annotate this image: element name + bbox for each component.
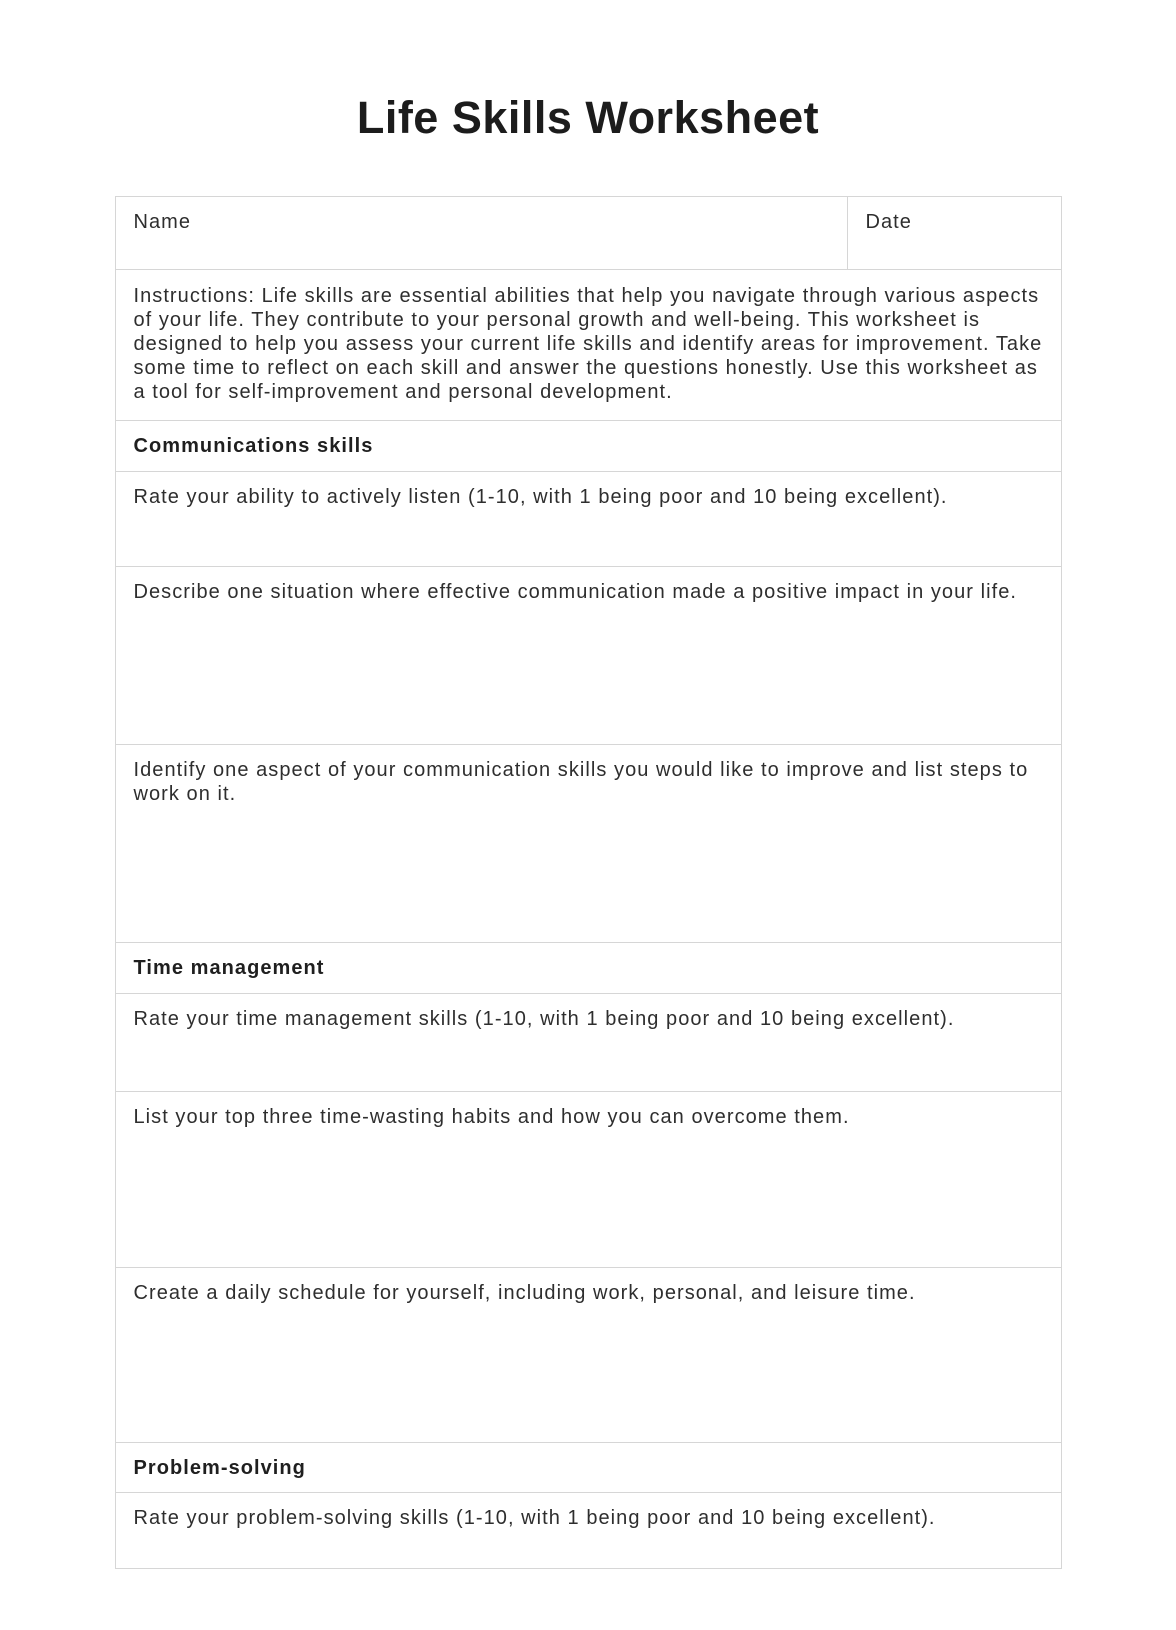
date-field[interactable] (848, 197, 1061, 269)
instructions-text: Instructions: Life skills are essential abilities that help you navigate through various aspects of your life. They contribute to your personal growth and well-being. This worksheet is designed to help you assess your current life skills and identify areas for improvement. Take some time to reflect on each skill and answer the questions honestly. Use this worksheet as a tool for self-improvement and personal development. (133, 285, 1043, 403)
answer-area[interactable] (116, 604, 1061, 744)
question-text: Create a daily schedule for yourself, including work, personal, and leisure time. (133, 1282, 916, 1304)
name-field[interactable] (116, 197, 848, 269)
answer-area[interactable] (116, 1530, 1061, 1568)
question-text: Rate your problem-solving skills (1-10, with 1 being poor and 10 being excellent). (133, 1507, 936, 1529)
name-label: Name (133, 211, 192, 233)
section-header-time-management (116, 943, 1061, 994)
answer-area[interactable] (116, 1305, 1061, 1442)
section-title: Communications skills (133, 435, 374, 457)
answer-area[interactable] (116, 1129, 1061, 1267)
question-text: Describe one situation where effective communication made a positive impact in your life. (133, 581, 1017, 603)
instructions-row (116, 270, 1061, 421)
question-text: Rate your ability to actively listen (1-10, with 1 being poor and 10 being excellent). (133, 486, 948, 508)
section-title: Problem-solving (133, 1456, 306, 1479)
question-row (116, 745, 1061, 943)
question-text: Rate your time management skills (1-10, with 1 being poor and 10 being excellent). (133, 1008, 955, 1030)
question-text: Identify one aspect of your communication skills you would like to improve and list steps to work on it. (133, 759, 1029, 805)
section-title: Time management (133, 957, 325, 979)
answer-area[interactable] (116, 509, 1061, 566)
section-header-communications-skills (116, 421, 1061, 472)
question-row (116, 1092, 1061, 1268)
question-row (116, 1493, 1061, 1568)
question-row (116, 472, 1061, 567)
worksheet-table (115, 196, 1062, 1569)
question-row (116, 1268, 1061, 1443)
page-title: Life Skills Worksheet (356, 92, 820, 143)
name-date-row (116, 197, 1061, 270)
answer-area[interactable] (116, 1031, 1061, 1091)
question-row (116, 994, 1061, 1092)
date-label: Date (865, 211, 912, 233)
answer-area[interactable] (116, 806, 1061, 942)
question-text: List your top three time-wasting habits and how you can overcome them. (133, 1106, 850, 1128)
section-header-problem-solving (116, 1443, 1061, 1493)
question-row (116, 567, 1061, 745)
